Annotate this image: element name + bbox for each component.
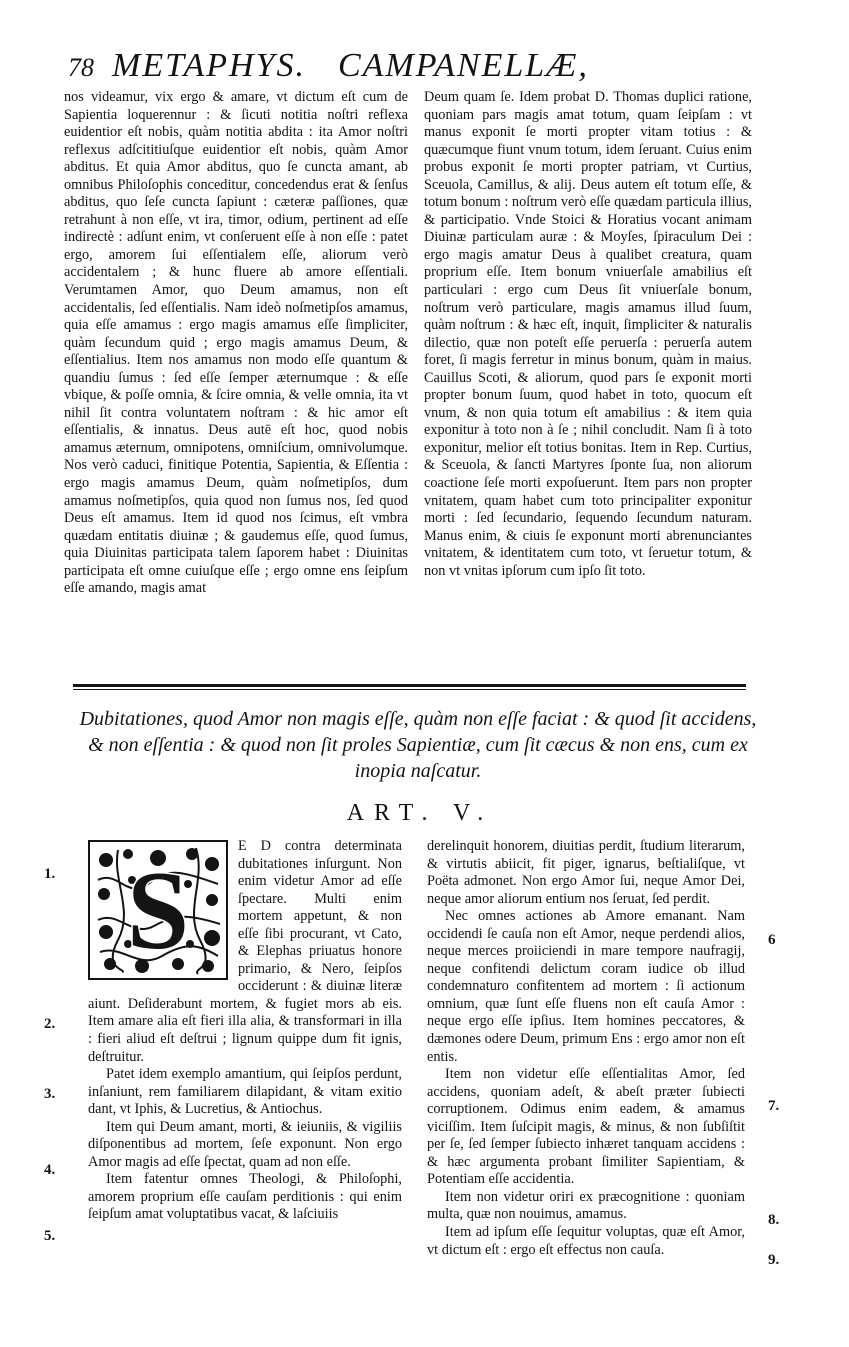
page-number: 78 <box>68 53 94 82</box>
paragraph: Item non videtur eſſe eſſentialitas Amor, ſed accidens, quoniam adeſt, & abeſt præter ſubiecti corruptionem. Odimus enim eadem, & amamus viciſſim. Item ſuſcipit magis, & minus, & non ſubſiſtit per ſe, ſed ſemper ſubiecto inhæret tanquam accidens : & hæc argumenta probant ſimiliter Sapientiam, & Potentiam eſſe accidentia. <box>427 1066 745 1188</box>
paragraph: Item qui Deum amant, morti, & ieiuniis, & vigiliis diſponentibus ad mortem, ſeſe exponunt. Non ergo Amor magis ad eſſe ſpectat, quam ad non eſſe. <box>88 1118 402 1170</box>
paragraph: Item non videtur oriri ex præcognitione : quoniam multa, quæ non nouimus, amamus. <box>427 1188 745 1223</box>
margin-number-5: 5. <box>44 1228 56 1244</box>
top-right-column <box>424 89 752 580</box>
top-left-column <box>64 89 408 598</box>
running-title-campanellae: CAMPANELLÆ, <box>337 47 589 84</box>
margin-number-9: 9. <box>768 1252 780 1268</box>
bottom-left-column <box>88 838 402 1224</box>
paragraph: Patet idem exemplo amantium, qui ſeipſos perdunt, inſaniunt, rem familiarem dilapidant, & vitam exitio dant, vt Iphis, & Lucretius, & Antiochus. <box>88 1066 402 1118</box>
margin-number-8: 8. <box>768 1212 780 1228</box>
initial-letter: S <box>126 849 190 973</box>
running-title-metaphys: METAPHYS. <box>112 47 306 84</box>
article-heading: ART. V. <box>346 800 494 826</box>
paragraph: Item fatentur omnes Theologi, & Philoſophi, amorem proprium eſſe cauſam perditionis : qui enim ſeipſum amat voluptatibus vacat, & laſciuiis <box>88 1171 402 1223</box>
bottom-right-column <box>427 838 745 1259</box>
running-head <box>68 44 768 88</box>
margin-number-6: 6 <box>768 932 776 948</box>
paragraph: derelinquit honorem, diuitias perdit, ſtudium literarum, & virtutis abiicit, fit piger, ignarus, beſtialiſque, vt Poëta admonet. Non ergo Amor ſui, neque Amor Dei, neque amor aliorum entium nos ſeruat, ſed perdit. <box>427 838 745 907</box>
paragraph: nos videamur, vix ergo & amare, vt dictum eſt cum de Sapientia loquerennur : & ſicuti notitia noſtri reflexa euidentior eſt nobis, quàm notitia abdita : ita Amor noſtri reflexus adſcititiuſque euidentior eſt nobis, quàm Amor abditus. Et quia Amor abditus, quo ſe cuncta amant, ab omnibus Philoſophis conceditur, concedendus erat & ſenſus abditus, quo ſeſe cuncta ſapiunt : cæteræ paſſiones, quæ retrahunt à non eſſe, vt ira, timor, odium, pertinent ad eſſe indirectè : adſunt enim, vt conſeruent eſſe à non eſſe : patet ergo, amorem ſui eſſentialem eſſe, aliorum verò accidentalem ; & hunc fluere ab amore eſſentiali. Verumtamen Amor, quo Deum amamus, non eſt accidentalis, ſed eſſentialis. Nam ideò noſmetipſos amamus, quia eſſe amamus : ergo magis amamus eſſe ſimpliciter, quàm ſecundum quid ; ergo magis amamus Deum, & eſſentialius. Item nos amamus non modo eſſe quantum & quandiu ſumus : ſed eſſe ſemper æternumque : & eſſe vbique, & poſſe omnia, & ſcire omnia, & velle omnia, ita vt nihil ſit contra voluntatem noſtram : & hic amor eſt eſſentialis, & innatus. Deus autē eſt hoc, quod nobis amamus æternum, omnipotens, omniſcium, omnivolumque. Nos verò caduci, finitique Potentia, Sapientia, & Eſſentia : ergo magis amamus Deum, quàm noſmetipſos, dum amamus noſmetipſos, quia quod non ſumus nos, ſed quod Deus eſt amamus. Item id quod nos ſcimus, eſt vmbra quædam entitatis diuinæ ; & gaudemus eſſe, quod ſumus, quia Diuinitas participata talem ſaporem habet : Diuinitas participata eſt omne cuiuſque eſſe ; ergo omne ens ſeipſum eſſe amando, magis amat <box>64 89 408 597</box>
decorated-initial-s <box>88 840 228 980</box>
margin-number-3: 3. <box>44 1086 56 1102</box>
margin-number-2: 2. <box>44 1016 56 1032</box>
margin-number-4: 4. <box>44 1162 56 1178</box>
paragraph: Deum quam ſe. Idem probat D. Thomas duplici ratione, quoniam pars magis amat totum, quam ſeipſam : vt manus exponit ſe morti propter vitam totius : & quæcumque fiunt vnum totum, idem ſeruant. Cuius enim probus exponit ſe morti propter patriam, vt Curtius, Sceuola, Camillus, & alij. Deus autem eſt totum eſſe, & totum bonum : noſtrum verò eſſe quædam particula illius, & participatio. Vnde Stoici & Horatius vocant animam Diuinæ particulam auræ : & Moyſes, ſpiraculum Dei : ergo magis amatur Deus à qualibet creatura, quam proprium eſſe. Item bonum vniuerſale amabilius eſt particulari : ergo cum Deus ſit vniuerſale bonum, noſtrum verò particulare, magis amamus illud ſuum, quàm noſtrum : & hæc eſt, inquit, ſimpliciter & naturalis dilectio, quæ non poteſt eſſe peruerſa : peruerſa autem foret, ſi magis ferretur in minus bonum, quàm in maius. Cauillus Scoti, & aliorum, quod pars ſe exponit morti propter bonum ſuum, quod habet in toto, quocum eſt vnum, & non quia totum eſt amabilius : & item quia exponitur à toto non à ſe ; nihil concludit. Nam ſi à toto exponitur, melior eſt totius bonitas. Item in Rep. Curtius, & Sceuola, & ſancti Martyres ſponte ſua, non aliorum coactione ſeſe morti expoſuerunt. Item pars non propter vnitatem, quam habet cum toto principaliter exponitur morti : ſed ſecundario, ſequendo ſecundum naturam. Manus enim, & ciuis ſe exponunt morti abrenunciantes vnitatem, & identitatem cum toto, vt ſeruetur totum, & non vt vnitas ipſorum cum ipſo ſit toto. <box>424 89 752 579</box>
margin-number-1: 1. <box>44 866 56 882</box>
paragraph: Item ad ipſum eſſe ſequitur voluptas, quæ eſt Amor, vt dictum eſt : ergo eſt effectus non cauſa. <box>427 1224 745 1258</box>
paragraph: E D contra determinata dubitationes inſurgunt. Non enim videtur Amor ad eſſe ſpectare. Multi enim mortem appetunt, & non eſſe ſibi procurant, vt Cato, & Elephas priuatus honore primario, & Nero, ſeipſos occiderunt : & diuinæ literæ aiunt. Deſiderabunt mortem, & fugiet mors ab eis. Item amare alia eſt fieri illa alia, & transformari in illa : fieri aliud eſt deſtrui ; lignum quippe dum fit ignis, deſtruitur. <box>88 838 402 1065</box>
section-divider-thick <box>73 684 746 687</box>
margin-number-7: 7. <box>768 1098 780 1114</box>
dubitationes-heading: Dubitationes, quod Amor non magis eſſe, quàm non eſſe faciat : & quod ſit accidens, & non eſſentia : & quod non ſit proles Sapientiæ, cum ſit cæcus & non ens, cum ex inopia naſcatur. <box>79 708 757 782</box>
paragraph: Nec omnes actiones ab Amore emanant. Nam occidendi ſe cauſa non eſt Amor, neque perdendi alios, neque merces proiiciendi in mare tempore naufragij, neque confitendi delictum coram iudice ob illud condemnaturo confitentem ad mortem : ſi actionum omnium, quæ ſunt eſſe fluens non eſt cauſa Amor : neque ergo eſſe ipſius. Item homines peccatores, & dæmones odere Deum, primum Ens : ergo amor non eſt entis. <box>427 908 745 1065</box>
section-divider-thin <box>73 689 746 690</box>
